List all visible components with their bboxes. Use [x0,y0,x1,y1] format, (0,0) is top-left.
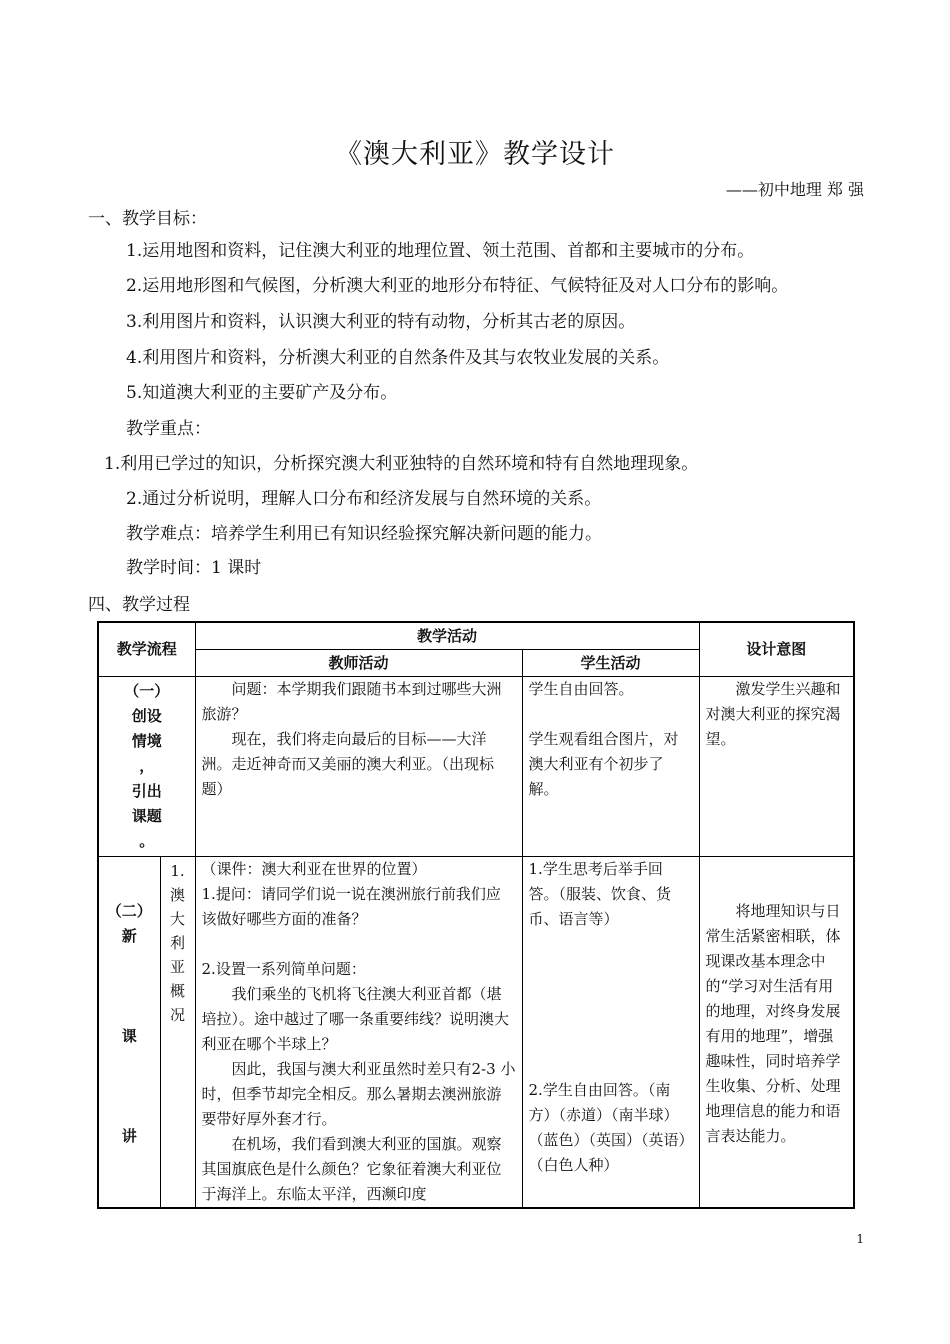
table-row [98,857,854,1209]
sub-topic-cell: 1. 澳 大 利 亚 概 况 [160,857,195,1209]
stage-cell: （一） 创设 情境 ， 引出 课题 。 [98,677,195,857]
difficulty-line: 教学难点：培养学生利用已有知识经验探究解决新问题的能力。 [126,524,602,544]
author-line: ——初中地理 郑 强 [725,180,864,199]
objective-item: 4.利用图片和资料，分析澳大利亚的自然条件及其与农牧业发展的关系。 [126,348,670,368]
section-heading-objectives: 一、教学目标： [88,209,207,229]
header-flow: 教学流程 [98,622,195,677]
teacher-activity-cell: 问题：本学期我们跟随书本到过哪些大洲旅游？ 现在，我们将走向最后的目标——大洋洲。走近神奇而又美丽的澳大利亚。（出现标题） [195,677,522,857]
design-intent-cell: 将地理知识与日常生活紧密相联，体现课改基本理念中的“学习对生活有用的地理，对终身发展有用的地理”，增强趣味性，同时培养学生收集、分析、处理地理信息的能力和语言表达能力。 [699,857,854,1209]
page-number: 1 [856,1232,864,1246]
student-activity-cell: 学生自由回答。 学生观看组合图片，对澳大利亚有个初步了解。 [522,677,699,857]
objective-item: 3.利用图片和资料，认识澳大利亚的特有动物，分析其古老的原因。 [126,312,636,332]
objective-item: 2.运用地形图和气候图，分析澳大利亚的地形分布特征、气候特征及对人口分布的影响。 [126,276,789,296]
student-activity-cell: 1.学生思考后举手回答。（服装、饮食、货币、语言等） 2.学生自由回答。（南方）（赤道）（南半球）（蓝色）（英国）（英语）（白色人种） [522,857,699,1209]
header-activity: 教学活动 [195,622,699,650]
time-line: 教学时间：1 课时 [126,558,262,578]
objective-item: 5.知道澳大利亚的主要矿产及分布。 [126,383,398,403]
header-student: 学生活动 [522,650,699,677]
key-point-item: 2.通过分析说明，理解人口分布和经济发展与自然环境的关系。 [126,489,602,509]
teaching-process-table [97,621,855,1209]
header-intent: 设计意图 [699,622,854,677]
document-title: 《澳大利亚》教学设计 [335,139,615,170]
table-row [98,677,854,857]
key-point-item: 1.利用已学过的知识，分析探究澳大利亚独特的自然环境和特有自然地理现象。 [104,454,699,474]
stage-cell: （二） 新 课 讲 [98,857,160,1209]
objective-item: 1.运用地图和资料，记住澳大利亚的地理位置、领土范围、首都和主要城市的分布。 [126,241,755,261]
teacher-activity-cell: （课件：澳大利亚在世界的位置） 1.提问：请同学们说一说在澳洲旅行前我们应该做好哪些方面的准备？ 2.设置一系列简单问题： 我们乘坐的飞机将飞往澳大利亚首都（堪培拉）。途中越过了哪一条重要纬线？说明澳大利亚在哪个半球上？ 因此，我国与澳大利亚虽然时差只有2-3 小时，但季节却完全相反。那么暑期去澳洲旅游要带好厚外套才行。 在机场，我们看到澳大利亚的国旗。观察其国旗底色是什么颜色？它象征着澳大利亚位于海洋上。东临太平洋，西濒印度 [195,857,522,1209]
design-intent-cell: 激发学生兴趣和对澳大利亚的探究渴望。 [699,677,854,857]
header-teacher: 教师活动 [195,650,522,677]
key-points-label: 教学重点： [126,419,211,439]
section-heading-process: 四、教学过程 [88,595,190,615]
